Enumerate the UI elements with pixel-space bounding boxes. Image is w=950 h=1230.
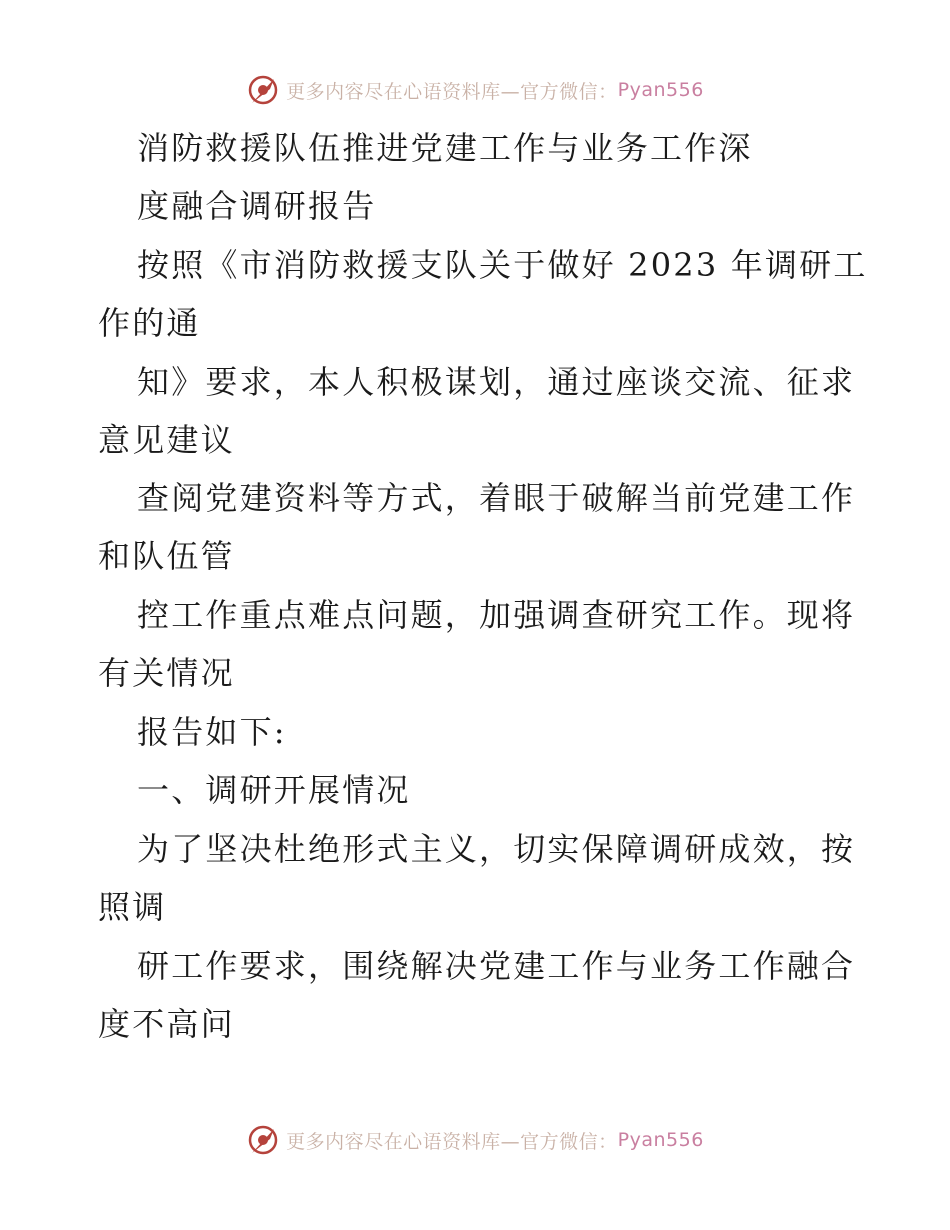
- paragraph-line: 意见建议: [98, 421, 235, 459]
- paragraph-line: 有关情况: [98, 654, 235, 692]
- paragraph-line: 控工作重点难点问题，加强调查研究工作。现将: [137, 596, 856, 634]
- paragraph-line: 知》要求，本人积极谋划，通过座谈交流、征求: [137, 363, 856, 401]
- footer-banner-text: 更多内容尽在心语资料库—官方微信：: [286, 1130, 618, 1153]
- quill-logo-icon: [246, 1123, 280, 1157]
- quill-logo-icon: [246, 73, 280, 107]
- paragraph-line: 和队伍管: [98, 537, 235, 575]
- header-watermark-banner: [0, 70, 950, 110]
- paragraph-line: 照调: [98, 888, 167, 926]
- paragraph-line: 作的通: [98, 304, 201, 342]
- footer-watermark-banner: [0, 1120, 950, 1160]
- doc-title-line-1: 消防救援队伍推进党建工作与业务工作深: [137, 129, 753, 167]
- paragraph-line: 报告如下:: [137, 713, 287, 751]
- header-banner-text: 更多内容尽在心语资料库—官方微信：: [286, 80, 618, 103]
- paragraph-line: 研工作要求，围绕解决党建工作与业务工作融合: [137, 947, 856, 985]
- footer-wechat-id: Pyan556: [617, 1129, 704, 1151]
- section-heading: 一、调研开展情况: [137, 771, 411, 809]
- paragraph-line: 查阅党建资料等方式，着眼于破解当前党建工作: [137, 479, 856, 517]
- paragraph-line: 按照《市消防救援支队关于做好 2023 年调研工: [137, 246, 868, 284]
- doc-title-line-2: 度融合调研报告: [137, 187, 377, 225]
- header-wechat-id: Pyan556: [617, 79, 704, 101]
- paragraph-line: 为了坚决杜绝形式主义，切实保障调研成效，按: [137, 830, 856, 868]
- paragraph-line: 度不高问: [98, 1005, 235, 1043]
